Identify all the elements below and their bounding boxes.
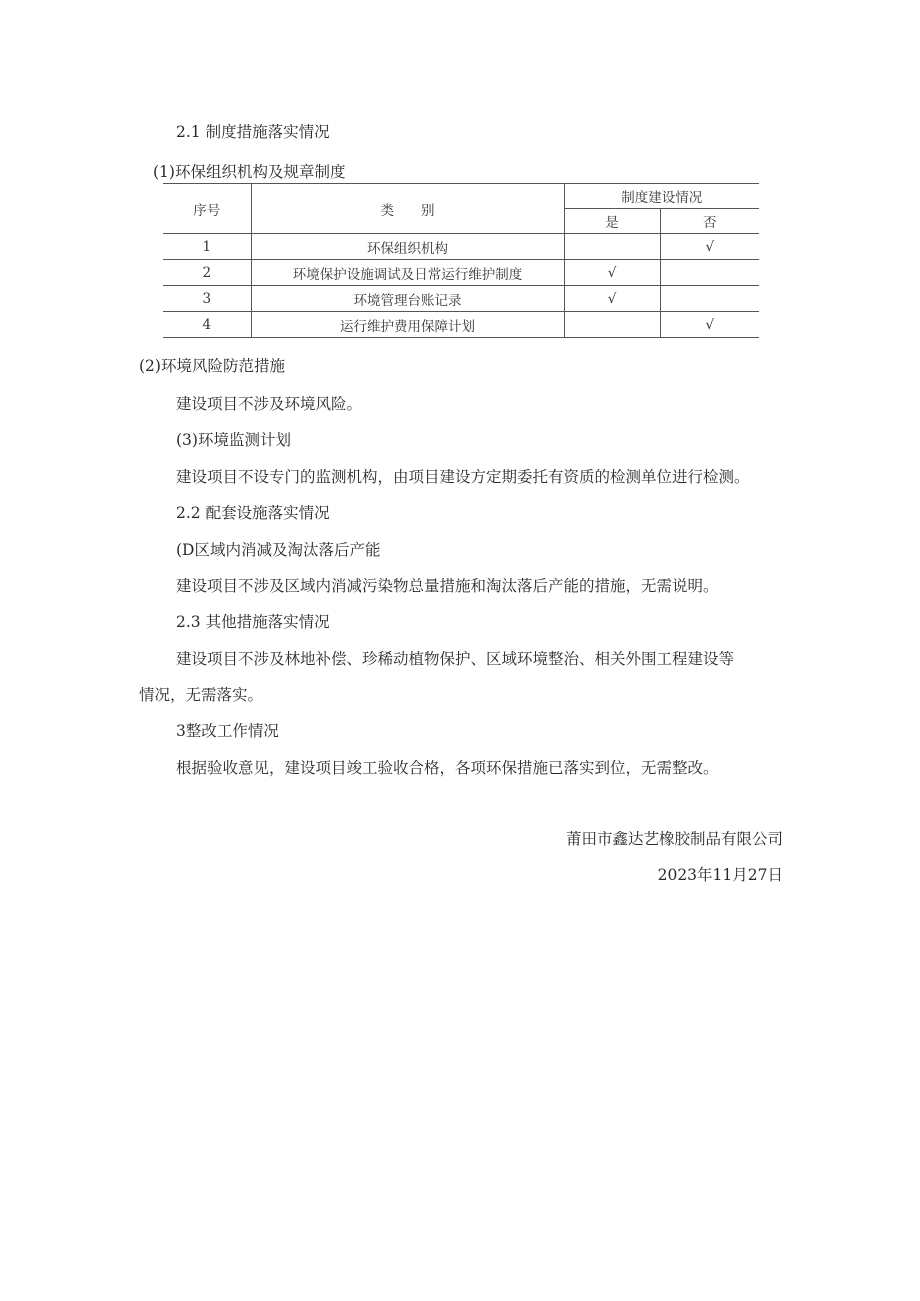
header-no: 否: [660, 209, 759, 234]
section-2-3-heading: 2.3 其他措施落实情况: [176, 613, 330, 631]
table-row: [163, 234, 759, 260]
row-no-mark: [660, 260, 759, 286]
row-category: 环保组织机构: [251, 234, 564, 260]
row-yes-mark: [564, 234, 660, 260]
header-serial-no: 序号: [163, 184, 251, 234]
section-2-2-subheading: (D区域内消减及淘汰落后产能: [176, 541, 381, 559]
subsection-2-heading: (2)环境风险防范措施: [139, 357, 285, 375]
section-2-1-heading: 2.1 制度措施落实情况: [176, 123, 330, 141]
row-category: 环境管理台账记录: [251, 286, 564, 312]
section-3-heading: 3整改工作情况: [176, 722, 279, 740]
row-no: 1: [163, 234, 251, 260]
header-category: 类 别: [251, 184, 564, 234]
row-no-mark: √: [660, 234, 759, 260]
table-row: [163, 260, 759, 286]
row-no: 3: [163, 286, 251, 312]
signature-company: 莆田市鑫达艺橡胶制品有限公司: [565, 830, 783, 848]
row-category: 运行维护费用保障计划: [251, 312, 564, 338]
subsection-2-body: 建设项目不涉及环境风险。: [176, 395, 363, 413]
signature-date: 2023年11月27日: [657, 866, 783, 884]
row-no: 2: [163, 260, 251, 286]
section-2-3-body-line2: 情况，无需落实。: [139, 686, 264, 704]
subsection-1-heading: (1)环保组织机构及规章制度: [153, 163, 346, 181]
row-no: 4: [163, 312, 251, 338]
section-2-2-body: 建设项目不涉及区域内消减污染物总量措施和淘汰落后产能的措施，无需说明。: [176, 577, 719, 595]
subsection-3-heading: (3)环境监测计划: [176, 431, 291, 449]
header-yes: 是: [564, 209, 660, 234]
section-3-body: 根据验收意见，建设项目竣工验收合格，各项环保措施已落实到位，无需整改。: [176, 759, 719, 777]
row-no-mark: √: [660, 312, 759, 338]
table-row: [163, 286, 759, 312]
section-2-2-heading: 2.2 配套设施落实情况: [176, 504, 330, 522]
table-row: [163, 312, 759, 338]
section-2-3-body-line1: 建设项目不涉及林地补偿、珍稀动植物保护、区域环境整治、相关外围工程建设等: [176, 650, 735, 668]
row-yes-mark: √: [564, 260, 660, 286]
header-status-group: 制度建设情况: [564, 184, 759, 209]
row-no-mark: [660, 286, 759, 312]
row-category: 环境保护设施调试及日常运行维护制度: [251, 260, 564, 286]
subsection-3-body: 建设项目不设专门的监测机构，由项目建设方定期委托有资质的检测单位进行检测。: [176, 468, 750, 486]
row-yes-mark: [564, 312, 660, 338]
measures-table: [163, 183, 759, 338]
row-yes-mark: √: [564, 286, 660, 312]
